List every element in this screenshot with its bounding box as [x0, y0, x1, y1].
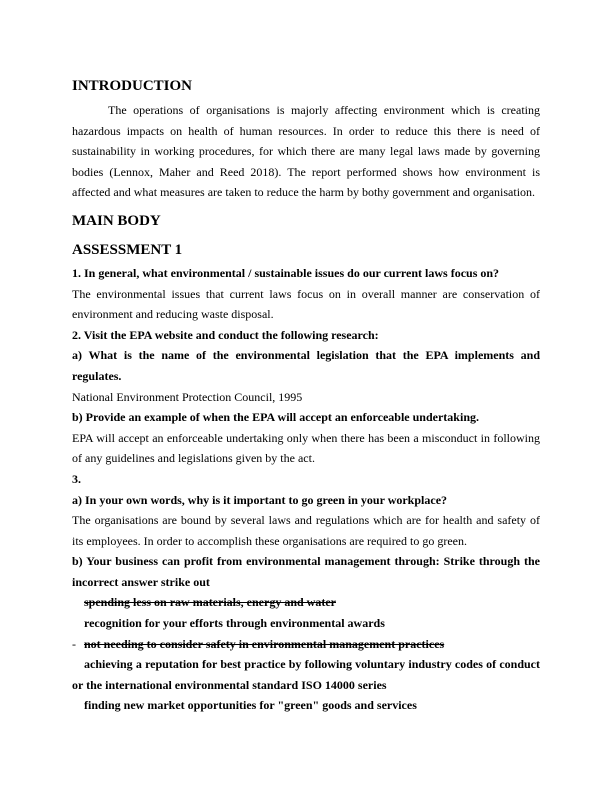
main-body-heading: MAIN BODY [72, 212, 161, 229]
answer-2b: EPA will accept an enforceable undertaking only when there has been a misconduct in following of any guidelines and legislations given by the act. [72, 430, 540, 466]
option-item [72, 592, 540, 613]
question-2: 2. Visit the EPA website and conduct the following research: [72, 327, 379, 342]
option-item [72, 695, 540, 716]
option-item [72, 634, 540, 655]
option-text: recognition for your efforts through environmental awards [84, 616, 385, 631]
option-text: achieving a reputation for best practice by following voluntary industry codes of conduct or the international environmental standard ISO 14000 series [72, 657, 540, 692]
option-item [72, 613, 540, 634]
answer-3a: The organisations are bound by several laws and regulations which are for health and safety of its employees. In order to accomplish these organisations are required to go green. [72, 513, 540, 548]
assessment-heading: ASSESSMENT 1 [72, 241, 183, 258]
introduction-heading: INTRODUCTION [72, 78, 193, 94]
option-text: finding new market opportunities for "green" goods and services [84, 698, 417, 713]
dash-marker: - [72, 636, 76, 651]
question-3: 3. [72, 471, 81, 486]
option-item [72, 654, 540, 695]
answer-2a: National Environment Protection Council, 1995 [72, 389, 303, 404]
question-2a: a) What is the name of the environmental legislation that the EPA implements and regulates. [72, 348, 540, 383]
question-3b: b) Your business can profit from environmental management through: Strike through the incorrect answer strike out [72, 554, 540, 589]
question-1: 1. In general, what environmental / sustainable issues do our current laws focus on? [72, 265, 500, 280]
document-page [72, 76, 540, 716]
answer-1: The environmental issues that current laws focus on in overall manner are conservation of environment and reducing waste disposal. [72, 286, 540, 322]
option-text: spending less on raw materials, energy and water [84, 595, 336, 610]
introduction-paragraph: The operations of organisations is majorly affecting environment which is creating hazardous impacts on health of human resources. In order to reduce this there is need of sustainability in working procedures, for which there are many legal laws made by governing bodies (Lennox, Maher and Reed 2018). The report performed shows how environment is affected and what measures are taken to reduce the harm by bothy government and organisation. [72, 103, 540, 200]
question-2b: b) Provide an example of when the EPA will accept an enforceable undertaking. [72, 410, 479, 425]
option-text: not needing to consider safety in environmental management practices [84, 636, 445, 651]
question-3a: a) In your own words, why is it important to go green in your workplace? [72, 492, 448, 507]
